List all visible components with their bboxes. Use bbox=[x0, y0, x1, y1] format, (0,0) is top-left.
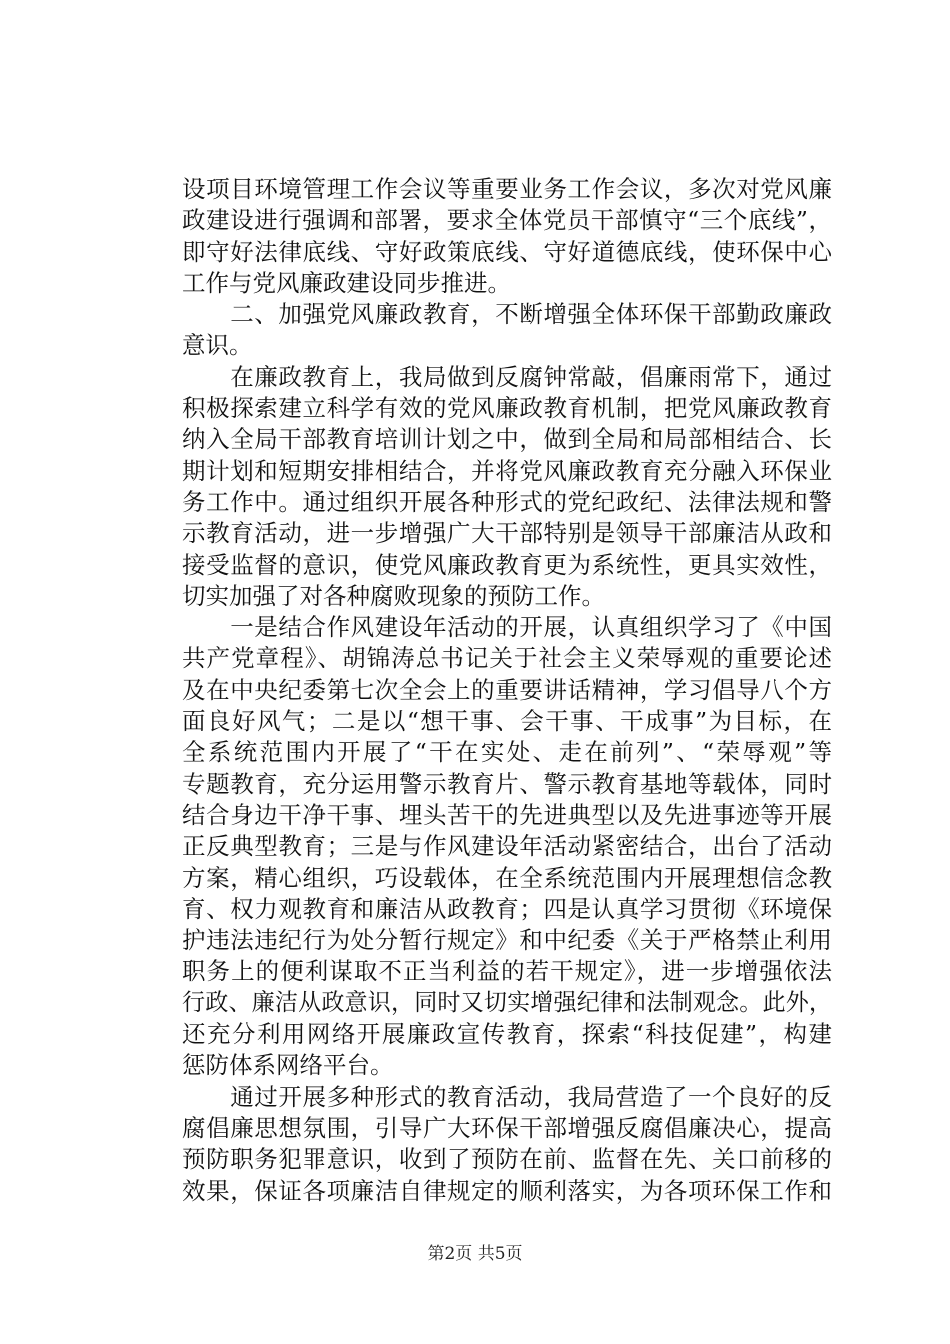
text-line: 还充分利用网络开展廉政宣传教育，探索“科技促建”，构建 bbox=[182, 1020, 832, 1049]
text-line: 示教育活动，进一步增强广大干部特别是领导干部廉洁从政和 bbox=[182, 519, 832, 548]
text-line: 育、权力观教育和廉洁从政教育；四是认真学习贯彻《环境保 bbox=[182, 894, 832, 923]
text-line: 通过开展多种形式的教育活动，我局营造了一个良好的反 bbox=[182, 1082, 832, 1111]
text-line: 惩防体系网络平台。 bbox=[182, 1051, 394, 1080]
text-line: 及在中央纪委第七次全会上的重要讲话精神，学习倡导八个方 bbox=[182, 675, 832, 704]
text-line: 政建设进行强调和部署，要求全体党员干部慎守“三个底线”， bbox=[182, 206, 832, 235]
text-line: 工作与党风廉政建设同步推进。 bbox=[182, 268, 511, 297]
text-line: 务工作中。通过组织开展各种形式的党纪政纪、法律法规和警 bbox=[182, 487, 832, 516]
text-line: 结合身边干净干事、埋头苦干的先进典型以及先进事迹等开展 bbox=[182, 800, 832, 829]
text-line: 即守好法律底线、守好政策底线、守好道德底线，使环保中心 bbox=[182, 237, 832, 266]
text-line: 期计划和短期安排相结合，并将党风廉政教育充分融入环保业 bbox=[182, 456, 832, 485]
text-line: 纳入全局干部教育培训计划之中，做到全局和局部相结合、长 bbox=[182, 425, 832, 454]
text-line: 积极探索建立科学有效的党风廉政教育机制，把党风廉政教育 bbox=[182, 394, 832, 423]
text-line: 意识。 bbox=[182, 331, 253, 360]
text-line: 行政、廉洁从政意识，同时又切实增强纪律和法制观念。此外， bbox=[182, 989, 832, 1016]
text-line: 预防职务犯罪意识，收到了预防在前、监督在先、关口前移的 bbox=[182, 1145, 832, 1174]
text-line: 二、加强党风廉政教育，不断增强全体环保干部勤政廉政 bbox=[182, 300, 832, 329]
text-line: 切实加强了对各种腐败现象的预防工作。 bbox=[182, 581, 605, 610]
text-line: 腐倡廉思想氛围，引导广大环保干部增强反腐倡廉决心，提高 bbox=[182, 1113, 832, 1142]
text-line: 护违法违纪行为处分暂行规定》和中纪委《关于严格禁止利用 bbox=[182, 926, 832, 955]
text-line: 专题教育，充分运用警示教育片、警示教育基地等载体，同时 bbox=[182, 769, 832, 798]
text-line: 方案，精心组织，巧设载体，在全系统范围内开展理想信念教 bbox=[182, 863, 832, 892]
text-line: 面良好风气；二是以“想干事、会干事、干成事”为目标，在 bbox=[182, 707, 832, 736]
page-number-footer: 第2页 共5页 bbox=[427, 1244, 523, 1264]
text-line: 正反典型教育；三是与作风建设年活动紧密结合，出台了活动 bbox=[182, 832, 832, 861]
text-line: 效果，保证各项廉洁自律规定的顺利落实，为各项环保工作和 bbox=[182, 1176, 832, 1205]
text-line: 设项目环境管理工作会议等重要业务工作会议，多次对党风廉 bbox=[182, 175, 832, 203]
body-text bbox=[182, 174, 832, 1207]
text-line: 一是结合作风建设年活动的开展，认真组织学习了《中国 bbox=[182, 613, 832, 642]
text-line: 职务上的便利谋取不正当利益的若干规定》，进一步增强依法 bbox=[182, 957, 832, 986]
text-line: 共产党章程》、胡锦涛总书记关于社会主义荣辱观的重要论述 bbox=[182, 644, 832, 673]
text-line: 全系统范围内开展了“干在实处、走在前列”、“荣辱观”等 bbox=[182, 738, 832, 767]
text-line: 在廉政教育上，我局做到反腐钟常敲，倡廉雨常下，通过 bbox=[182, 362, 832, 391]
text-line: 接受监督的意识，使党风廉政教育更为系统性，更具实效性， bbox=[182, 550, 832, 579]
